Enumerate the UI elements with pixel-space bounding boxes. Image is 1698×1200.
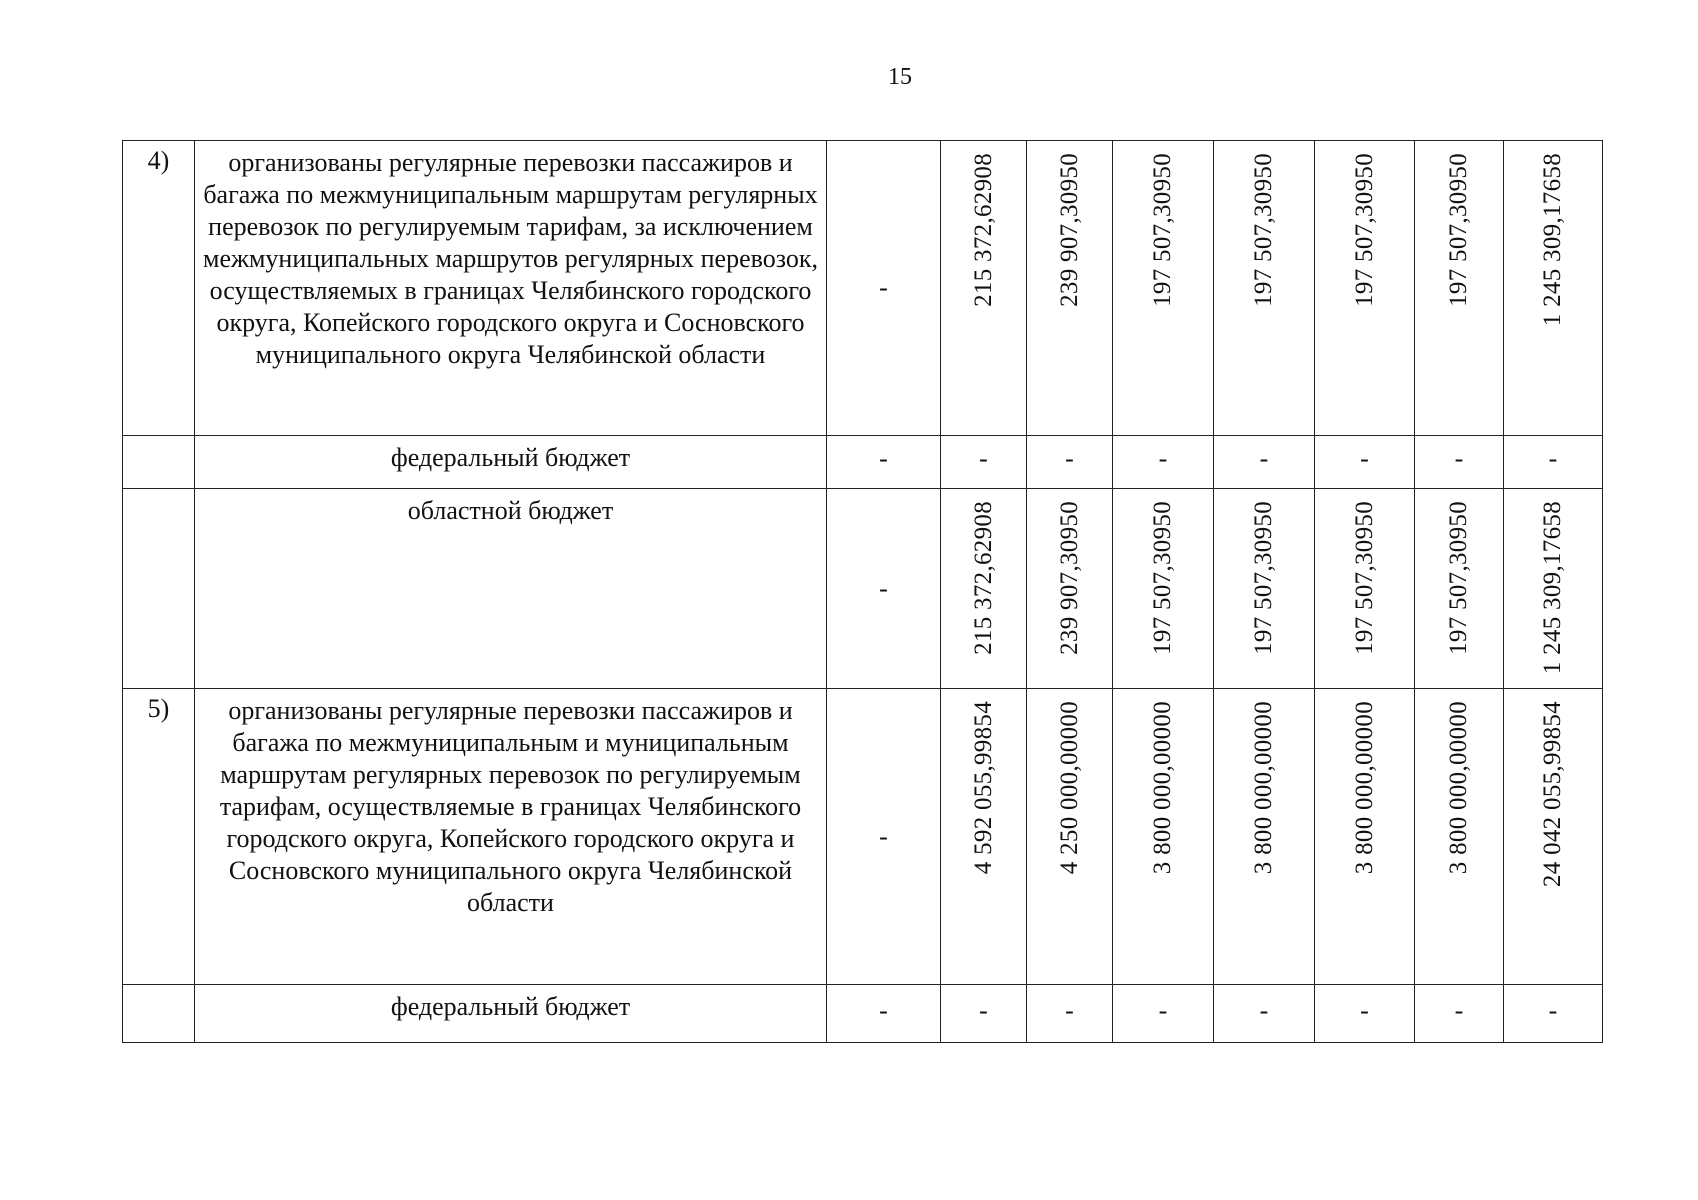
rotated-amount: 197 507,30950 — [1445, 153, 1472, 307]
rotated-amount: 3 800 000,00000 — [1445, 701, 1472, 875]
value-cell: - — [1214, 436, 1315, 489]
rotated-amount: 197 507,30950 — [1149, 153, 1176, 307]
value-cell: - — [1415, 436, 1504, 489]
value-cell — [1113, 489, 1214, 689]
value-cell — [1113, 141, 1214, 436]
rotated-amount: 3 800 000,00000 — [1149, 701, 1176, 875]
base-value-cell: - — [827, 489, 941, 689]
value-cell: - — [941, 985, 1027, 1043]
row-description: областной бюджет — [195, 489, 827, 689]
rotated-amount: 4 250 000,00000 — [1055, 701, 1083, 875]
value-cell: - — [1315, 985, 1415, 1043]
rotated-amount: 1 245 309,17658 — [1539, 501, 1566, 675]
rotated-amount: 197 507,30950 — [1350, 153, 1378, 307]
row-description: организованы регулярные перевозки пассажиров и багажа по межмуниципальным и муниципальным маршрутам регулярных перевозок по регулируемым тарифам, осуществляемые в границах Челябинского городского округа, Копейского городского округа и Сосновского муниципального округа Челябинской области — [195, 689, 827, 985]
value-cell — [1214, 141, 1315, 436]
value-cell — [1415, 141, 1504, 436]
value-cell — [1504, 141, 1603, 436]
row-description: федеральный бюджет — [195, 985, 827, 1043]
base-value-cell: - — [827, 689, 941, 985]
rotated-amount: 197 507,30950 — [1350, 501, 1378, 655]
value-cell — [1504, 689, 1603, 985]
value-cell — [941, 141, 1027, 436]
value-cell — [1315, 141, 1415, 436]
value-cell — [1415, 489, 1504, 689]
table-row — [123, 141, 1603, 436]
value-cell — [1027, 489, 1113, 689]
value-cell: - — [1027, 985, 1113, 1043]
row-number — [123, 436, 195, 489]
value-cell — [1315, 489, 1415, 689]
rotated-amount: 197 507,30950 — [1250, 501, 1277, 655]
rotated-amount: 3 800 000,00000 — [1350, 701, 1378, 875]
value-cell: - — [1504, 985, 1603, 1043]
value-cell: - — [1027, 436, 1113, 489]
value-cell — [1113, 689, 1214, 985]
rotated-amount: 239 907,30950 — [1055, 153, 1083, 307]
value-cell: - — [1504, 436, 1603, 489]
value-cell — [941, 489, 1027, 689]
row-number: 4) — [123, 141, 195, 436]
base-value-cell: - — [827, 985, 941, 1043]
value-cell — [941, 689, 1027, 985]
value-cell: - — [1315, 436, 1415, 489]
rotated-amount: 3 800 000,00000 — [1250, 701, 1277, 875]
budget-table — [122, 140, 1603, 1043]
value-cell: - — [1113, 436, 1214, 489]
row-description: федеральный бюджет — [195, 436, 827, 489]
value-cell — [1027, 141, 1113, 436]
base-value-cell: - — [827, 436, 941, 489]
page-number: 15 — [888, 64, 912, 90]
row-number — [123, 489, 195, 689]
value-cell — [1214, 689, 1315, 985]
rotated-amount: 215 372,62908 — [969, 153, 997, 307]
rotated-amount: 215 372,62908 — [969, 501, 997, 655]
value-cell — [1027, 689, 1113, 985]
value-cell — [1214, 489, 1315, 689]
table-row — [123, 985, 1603, 1043]
value-cell: - — [1415, 985, 1504, 1043]
rotated-amount: 239 907,30950 — [1055, 501, 1083, 655]
rotated-amount: 197 507,30950 — [1445, 501, 1472, 655]
rotated-amount: 197 507,30950 — [1250, 153, 1277, 307]
table-row — [123, 489, 1603, 689]
rotated-amount: 24 042 055,99854 — [1539, 701, 1566, 888]
rotated-amount: 197 507,30950 — [1149, 501, 1176, 655]
rotated-amount: 4 592 055,99854 — [969, 701, 997, 875]
row-number — [123, 985, 195, 1043]
table-row — [123, 436, 1603, 489]
base-value-cell: - — [827, 141, 941, 436]
rotated-amount: 1 245 309,17658 — [1539, 153, 1566, 327]
value-cell: - — [941, 436, 1027, 489]
value-cell — [1504, 489, 1603, 689]
value-cell: - — [1113, 985, 1214, 1043]
value-cell — [1315, 689, 1415, 985]
value-cell — [1415, 689, 1504, 985]
row-number: 5) — [123, 689, 195, 985]
value-cell: - — [1214, 985, 1315, 1043]
table-row — [123, 689, 1603, 985]
row-description: организованы регулярные перевозки пассажиров и багажа по межмуниципальным маршрутам регулярных перевозок по регулируемым тарифам, за исключением межмуниципальных маршрутов регулярных перевозок, осуществляемых в границах Челябинского городского округа, Копейского городского округа и Сосновского муниципального округа Челябинской области — [195, 141, 827, 436]
